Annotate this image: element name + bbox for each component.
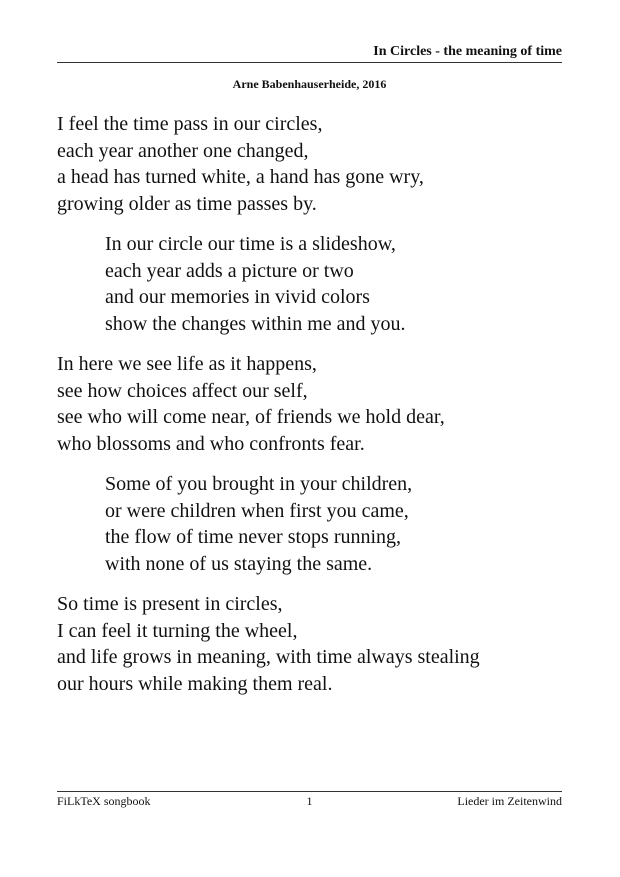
- poem-line: and life grows in meaning, with time always stealing: [57, 646, 480, 668]
- stanza-5: [57, 591, 580, 697]
- poem-line: see how choices affect our self,: [57, 379, 308, 402]
- page-number: 1: [306, 794, 313, 808]
- poem-body: [57, 111, 580, 711]
- poem-line: who blossoms and who confronts fear.: [57, 432, 365, 455]
- running-header: [57, 42, 562, 63]
- header-title: In Circles - the meaning of time: [373, 44, 562, 59]
- poem-line: In here we see life as it happens,: [57, 353, 317, 375]
- author-line: Arne Babenhauserheide, 2016: [232, 77, 387, 91]
- poem-line: So time is present in circles,: [57, 593, 283, 615]
- footer-book-title: FiLkTeX songbook: [57, 794, 151, 808]
- poem-line: with none of us staying the same.: [105, 552, 373, 575]
- poem-line: I feel the time pass in our circles,: [57, 113, 323, 135]
- poem-line: and our memories in vivid colors: [105, 286, 370, 308]
- poem-line: the flow of time never stops running,: [105, 526, 402, 548]
- poem-line: Some of you brought in your children,: [105, 473, 413, 495]
- poem-line: each year adds a picture or two: [105, 259, 354, 282]
- poem-line: or were children when first you came,: [105, 499, 409, 522]
- footer-collection-title: Lieder im Zeitenwind: [457, 794, 562, 808]
- poem-line: show the changes within me and you.: [105, 312, 406, 335]
- poem-line: In our circle our time is a slideshow,: [105, 233, 396, 255]
- poem-line: I can feel it turning the wheel,: [57, 619, 298, 642]
- stanza-2-refrain: [57, 231, 580, 337]
- running-footer: [57, 791, 562, 810]
- poem-line: our hours while making them real.: [57, 672, 333, 695]
- poem-line: a head has turned white, a hand has gone wry,: [57, 166, 424, 188]
- stanza-3: [57, 351, 580, 457]
- poem-line: see who will come near, of friends we hold dear,: [57, 406, 445, 428]
- stanza-4-refrain: [57, 471, 580, 577]
- poem-line: each year another one changed,: [57, 139, 309, 162]
- poem-line: growing older as time passes by.: [57, 192, 317, 215]
- stanza-1: [57, 111, 580, 217]
